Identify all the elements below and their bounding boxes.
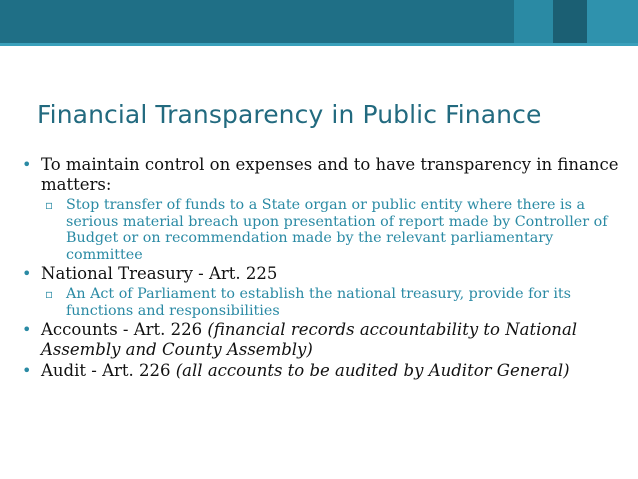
bullet-icon: •	[22, 155, 32, 174]
bullet-italic-note: (financial records accountability to National Assembly and County Assembly)	[41, 320, 578, 359]
sub-bullet-text: An Act of Parliament to establish the national treasury, provide for its functions and responsibilities	[66, 286, 572, 319]
bullet-text: National Treasury - Art. 225	[41, 264, 278, 283]
bullet-icon: •	[22, 264, 32, 283]
sub-bullet-item	[41, 197, 622, 263]
bullet-item	[22, 264, 622, 319]
slide-content	[22, 155, 622, 381]
sub-bullet-item	[41, 286, 622, 319]
header-bar	[0, 0, 638, 43]
bullet-item	[22, 361, 622, 381]
bullet-text: Accounts - Art. 226	[41, 320, 208, 339]
bullet-icon: •	[22, 320, 32, 339]
slide-title: Financial Transparency in Public Finance	[37, 100, 542, 129]
sub-bullet-icon: ▫	[45, 198, 54, 212]
bullet-list	[22, 155, 622, 381]
bullet-text: Audit - Art. 226	[41, 361, 176, 380]
bullet-text: To maintain control on expenses and to have transparency in finance matters:	[41, 155, 619, 194]
bullet-icon: •	[22, 361, 32, 380]
header-bar-segment	[0, 0, 514, 43]
sub-bullet-icon: ▫	[45, 287, 54, 301]
sub-bullet-list	[41, 197, 622, 263]
bullet-item	[22, 155, 622, 263]
bullet-italic-note: (all accounts to be audited by Auditor General)	[175, 361, 570, 380]
sub-bullet-list	[41, 286, 622, 319]
bullet-item	[22, 320, 622, 360]
sub-bullet-text: Stop transfer of funds to a State organ or public entity where there is a serious material breach upon presentation of report made by Controller of Budget or on recommendation made by the relevant parliamentary committee	[66, 197, 608, 263]
header-bar-segment	[553, 0, 587, 43]
header-bar-segment	[514, 0, 553, 43]
header-bar-segment	[587, 0, 638, 43]
header-accent-line	[0, 43, 638, 46]
